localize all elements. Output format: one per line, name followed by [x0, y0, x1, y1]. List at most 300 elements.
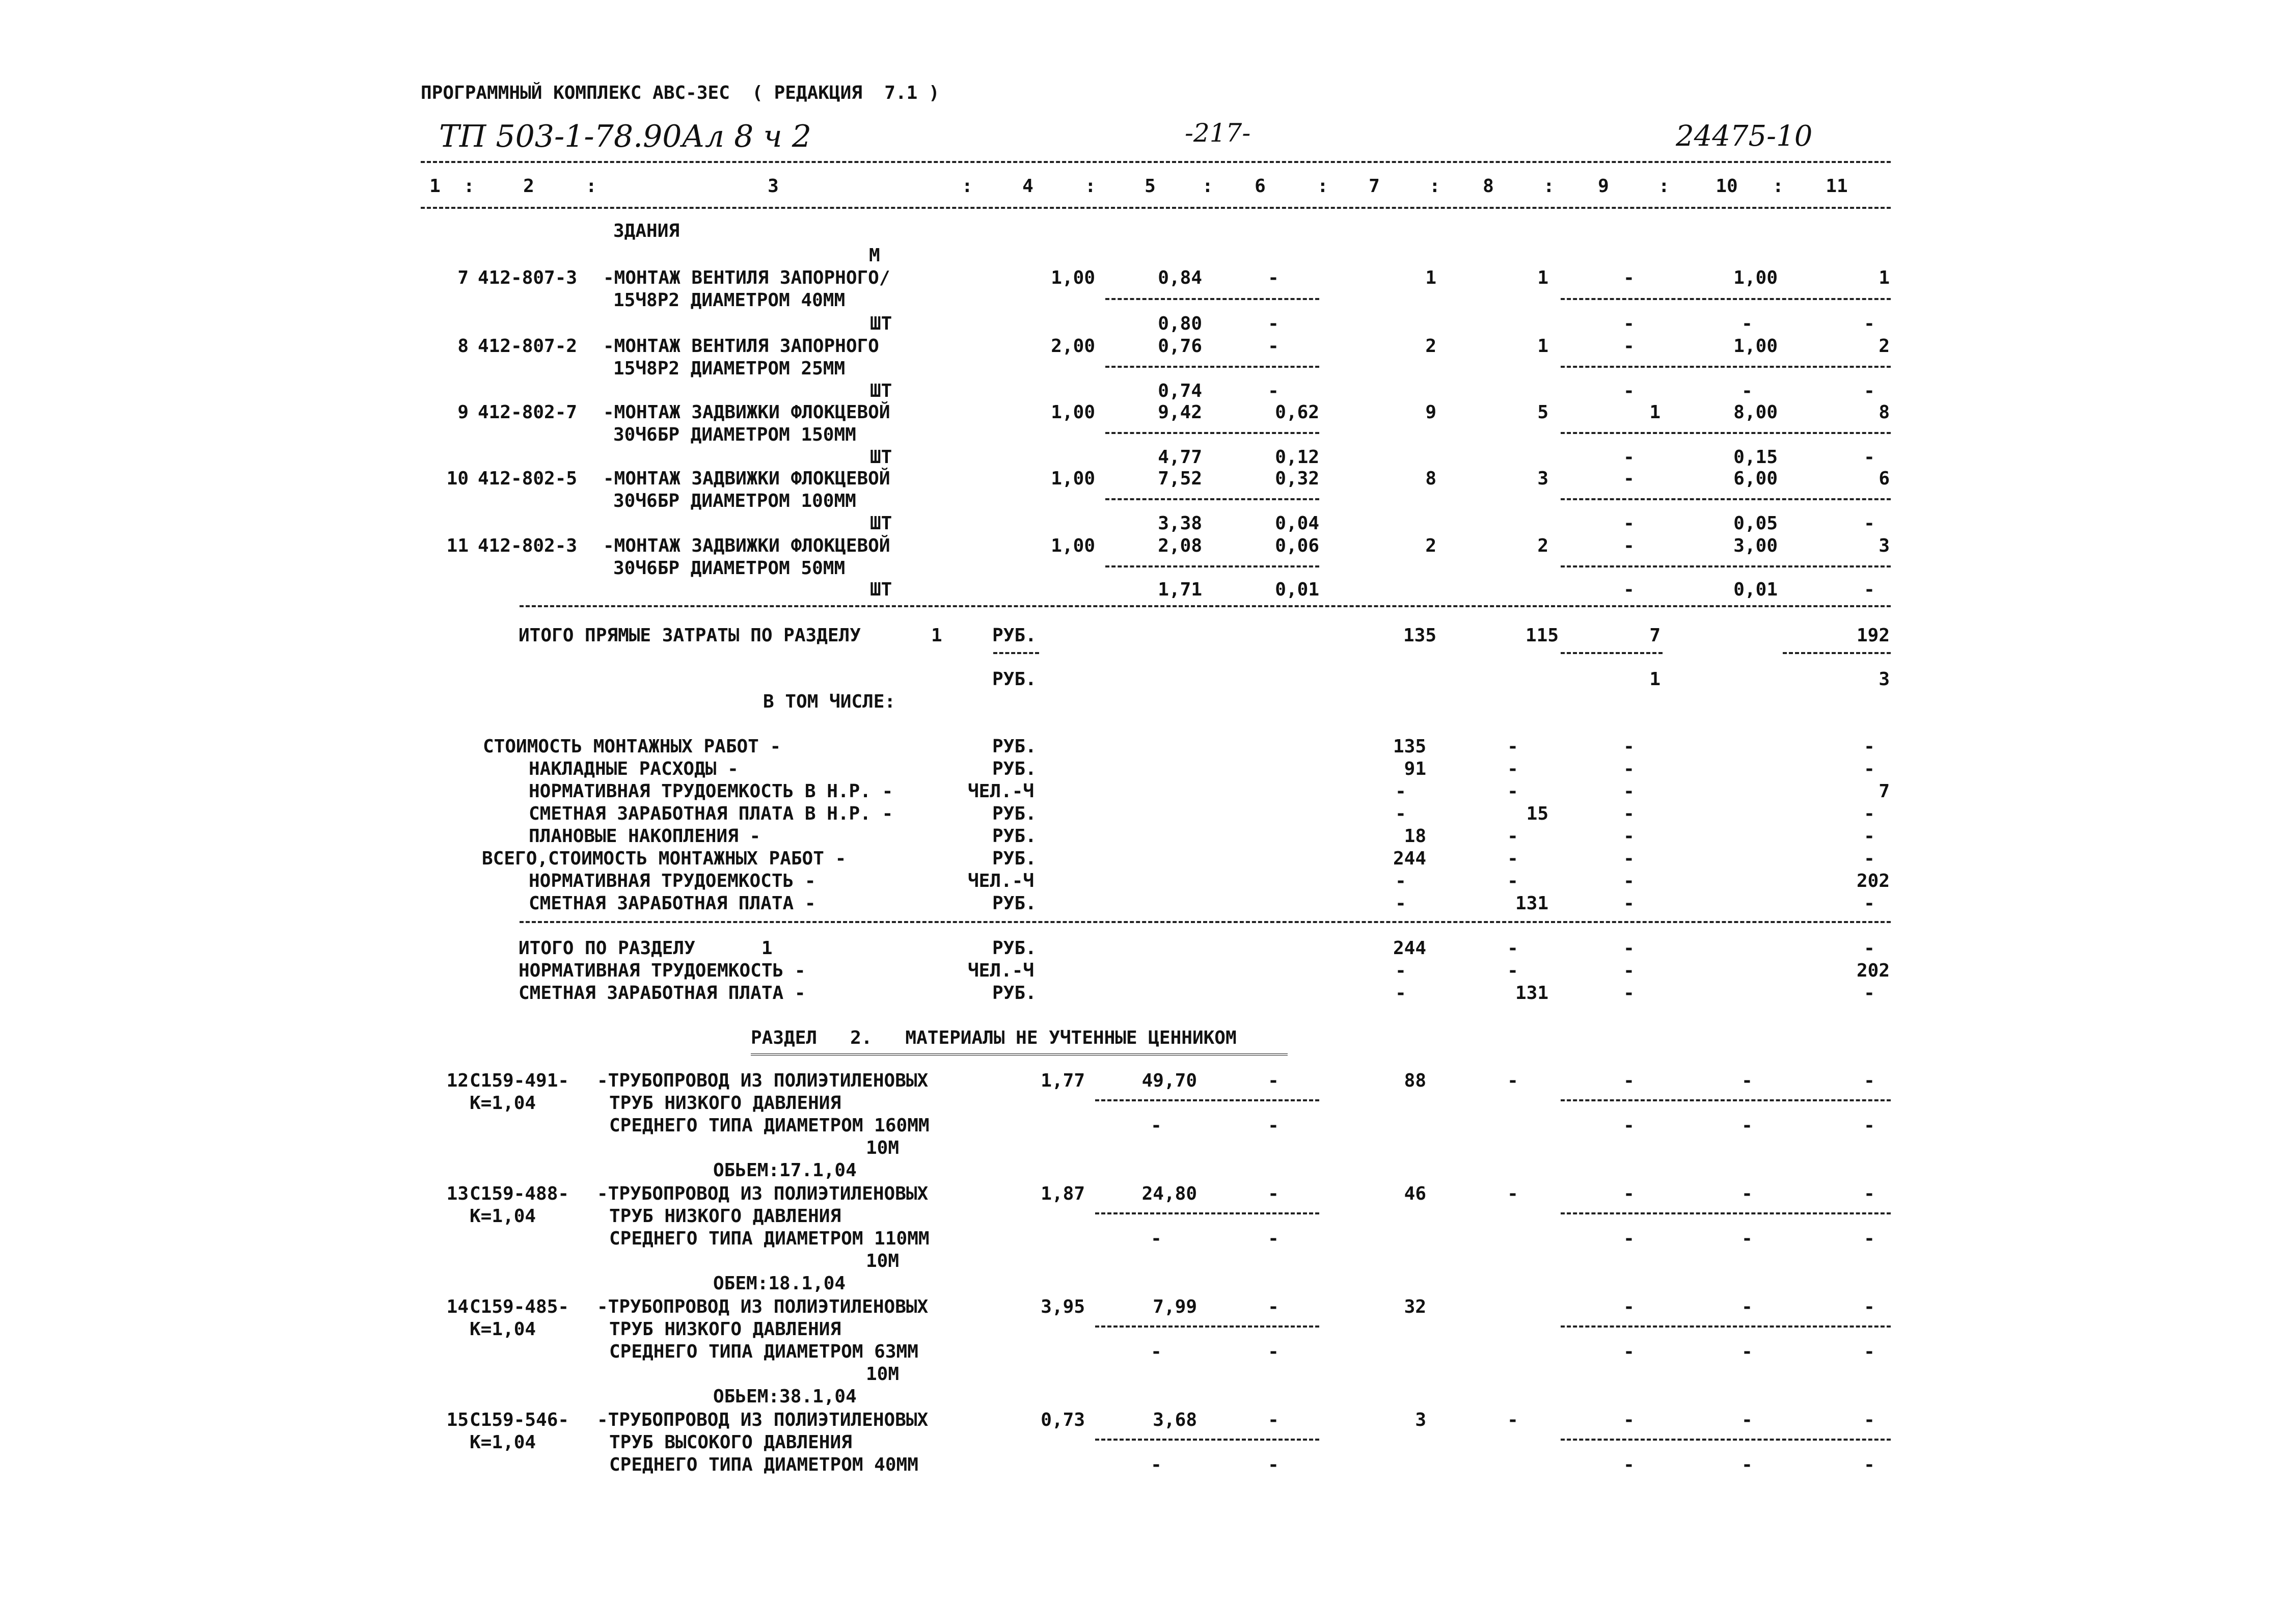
row-value: - — [1507, 1070, 1518, 1091]
row-qty: 0,73 — [1041, 1410, 1085, 1430]
row-description: ТРУБ НИЗКОГО ДАВЛЕНИЯ — [609, 1093, 841, 1114]
totals-unit: РУБ. — [992, 625, 1037, 646]
doc-number: 24475-10 — [1676, 120, 1813, 153]
row-value: - — [1741, 1410, 1753, 1430]
breakdown-label: ПЛАНОВЫЕ НАКОПЛЕНИЯ - — [529, 826, 761, 847]
column-separator: : — [962, 176, 973, 197]
row-value: - — [1623, 1454, 1635, 1475]
column-header: 8 — [1483, 176, 1494, 197]
breakdown-value: - — [1507, 736, 1518, 757]
row-code: С159-491- — [470, 1070, 569, 1091]
row-description: 30Ч6БР ДИАМЕТРОМ 150ММ — [613, 424, 856, 445]
row-value: - — [1268, 1115, 1279, 1136]
row-divider — [1105, 498, 1319, 500]
row-value: - — [1741, 1070, 1753, 1091]
row-value: - — [1151, 1115, 1162, 1136]
row-description: -ТРУБОПРОВОД ИЗ ПОЛИЭТИЛЕНОВЫХ — [597, 1296, 929, 1317]
row-code: С159-546- — [470, 1410, 569, 1430]
row-value: - — [1864, 1115, 1875, 1136]
section-total-value: - — [1507, 938, 1518, 959]
breakdown-unit: РУБ. — [992, 893, 1037, 914]
row-value: 6,00 — [1733, 468, 1778, 489]
row-value: 0,05 — [1733, 513, 1778, 534]
program-header: ПРОГРАММНЫЙ КОМПЛЕКС АВС-ЗЕС ( РЕДАКЦИЯ 7.1 ) — [421, 83, 940, 103]
column-header: 5 — [1145, 176, 1156, 197]
row-value: 9 — [1425, 402, 1436, 423]
row-value: - — [1151, 1228, 1162, 1249]
row-value: - — [1268, 1228, 1279, 1249]
row-description: СРЕДНЕГО ТИПА ДИАМЕТРОМ 160ММ — [609, 1115, 930, 1136]
row-value: - — [1741, 1115, 1753, 1136]
column-header: 6 — [1255, 176, 1266, 197]
row-description: ТРУБ ВЫСОКОГО ДАВЛЕНИЯ — [609, 1432, 852, 1453]
row-value: - — [1741, 1454, 1753, 1475]
row-divider — [993, 652, 1039, 654]
row-value: - — [1864, 1070, 1875, 1091]
breakdown-value: - — [1507, 871, 1518, 891]
row-value: 2 — [1879, 336, 1890, 357]
row-value: - — [1623, 535, 1635, 556]
row-value: 1,00 — [1733, 336, 1778, 357]
column-header: 4 — [1022, 176, 1033, 197]
row-value: - — [1623, 381, 1635, 401]
row-value: - — [1741, 1228, 1753, 1249]
row-value: - — [1623, 267, 1635, 288]
breakdown-unit: ЧЕЛ.-Ч — [968, 781, 1035, 802]
row-value: 1 — [1649, 402, 1661, 423]
row-description: -ТРУБОПРОВОД ИЗ ПОЛИЭТИЛЕНОВЫХ — [597, 1183, 929, 1204]
breakdown-value: - — [1864, 736, 1875, 757]
row-value: - — [1864, 1341, 1875, 1362]
row-unit: 10М — [866, 1251, 900, 1271]
row-value: - — [1268, 1341, 1279, 1362]
row-code: 412-802-7 — [478, 402, 578, 423]
breakdown-value: - — [1395, 893, 1406, 914]
row-value: - — [1507, 1410, 1518, 1430]
row-value: - — [1741, 313, 1753, 334]
row-qty: 1,00 — [1051, 535, 1095, 556]
row-coefficient: К=1,04 — [470, 1432, 536, 1453]
row-qty: 1,77 — [1041, 1070, 1085, 1091]
row-value: - — [1623, 336, 1635, 357]
row-number: 12 — [446, 1070, 469, 1091]
including-label: В ТОМ ЧИСЛЕ: — [763, 691, 896, 712]
divider — [520, 921, 1891, 923]
row-value: 1 — [1537, 336, 1548, 357]
row-unit: ШТ — [870, 447, 892, 468]
breakdown-value: - — [1623, 759, 1635, 779]
row-value: 32 — [1404, 1296, 1426, 1317]
breakdown-unit: РУБ. — [992, 759, 1037, 779]
row-value: 49,70 — [1141, 1070, 1197, 1091]
row-value: - — [1623, 579, 1635, 600]
row-unit: ШТ — [870, 313, 892, 334]
section-total-value: - — [1864, 938, 1875, 959]
breakdown-value: - — [1864, 759, 1875, 779]
column-separator: : — [1317, 176, 1328, 197]
row-unit: ШТ — [870, 381, 892, 401]
divider — [520, 605, 1891, 607]
row-coefficient: К=1,04 — [470, 1319, 536, 1340]
section-title-underline — [751, 1053, 1288, 1055]
row-value: - — [1864, 579, 1875, 600]
breakdown-value: 244 — [1393, 848, 1426, 869]
row-value: - — [1623, 1183, 1635, 1204]
breakdown-label: НОРМАТИВНАЯ ТРУДОЕМКОСТЬ В Н.Р. - — [529, 781, 893, 802]
divider — [421, 207, 1891, 209]
row-value: 9,42 — [1158, 402, 1202, 423]
breakdown-unit: ЧЕЛ.-Ч — [968, 871, 1035, 891]
breakdown-value: - — [1507, 848, 1518, 869]
row-qty: 1,00 — [1051, 402, 1095, 423]
row-value: - — [1623, 313, 1635, 334]
section-total-value: - — [1507, 960, 1518, 981]
row-number: 11 — [446, 535, 469, 556]
row-coefficient: К=1,04 — [470, 1093, 536, 1114]
row-description: СРЕДНЕГО ТИПА ДИАМЕТРОМ 63ММ — [609, 1341, 918, 1362]
column-header: 2 — [523, 176, 534, 197]
row-value: 1,00 — [1733, 267, 1778, 288]
row-value: - — [1864, 1228, 1875, 1249]
breakdown-value: 135 — [1393, 736, 1426, 757]
row-value: 0,74 — [1158, 381, 1202, 401]
row-divider — [1561, 1212, 1891, 1214]
breakdown-unit: РУБ. — [992, 826, 1037, 847]
row-divider — [1105, 565, 1319, 567]
row-value: - — [1268, 381, 1279, 401]
column-separator: : — [1202, 176, 1213, 197]
row-value: 46 — [1404, 1183, 1426, 1204]
row-description: -МОНТАЖ ЗАДВИЖКИ ФЛОКЦЕВОЙ — [603, 402, 890, 423]
row-description: 30Ч6БР ДИАМЕТРОМ 100ММ — [613, 491, 856, 511]
row-divider — [1561, 652, 1663, 654]
row-value: - — [1268, 336, 1279, 357]
row-value: 88 — [1404, 1070, 1426, 1091]
row-divider — [1561, 565, 1891, 567]
breakdown-value: - — [1864, 893, 1875, 914]
row-value: 0,12 — [1275, 447, 1319, 468]
row-divider — [1561, 1439, 1891, 1441]
row-value: - — [1268, 1410, 1279, 1430]
totals-value: 7 — [1649, 625, 1661, 646]
page-number: -217- — [1185, 118, 1251, 148]
row-divider — [1561, 432, 1891, 434]
row-unit: М — [869, 245, 880, 266]
totals-value: 135 — [1403, 625, 1436, 646]
row-description: -МОНТАЖ ВЕНТИЛЯ ЗАПОРНОГО/ — [603, 267, 890, 288]
row-description: -ТРУБОПРОВОД ИЗ ПОЛИЭТИЛЕНОВЫХ — [597, 1410, 929, 1430]
row-value: 1 — [1425, 267, 1436, 288]
column-header: 9 — [1598, 176, 1609, 197]
breakdown-value: 18 — [1404, 826, 1426, 847]
section-total-label: НОРМАТИВНАЯ ТРУДОЕМКОСТЬ - — [519, 960, 806, 981]
row-volume: ОБЕМ:18.1,04 — [713, 1273, 846, 1294]
breakdown-value: - — [1395, 871, 1406, 891]
section-total-value: 244 — [1393, 938, 1426, 959]
row-code: 412-807-3 — [478, 267, 578, 288]
row-value: - — [1864, 1410, 1875, 1430]
totals-value: 3 — [1879, 669, 1890, 690]
section-total-value: - — [1623, 960, 1635, 981]
row-divider — [1105, 366, 1319, 368]
row-number: 7 — [457, 267, 469, 288]
breakdown-label: НАКЛАДНЫЕ РАСХОДЫ - — [529, 759, 739, 779]
row-value: 0,62 — [1275, 402, 1319, 423]
row-code: 412-802-5 — [478, 468, 578, 489]
row-value: - — [1623, 468, 1635, 489]
row-coefficient: К=1,04 — [470, 1206, 536, 1227]
row-value: - — [1741, 381, 1753, 401]
divider — [421, 161, 1891, 163]
row-qty: 1,00 — [1051, 267, 1095, 288]
totals-value: 192 — [1856, 625, 1890, 646]
row-number: 8 — [457, 336, 469, 357]
totals-unit: РУБ. — [992, 669, 1037, 690]
row-divider — [1561, 498, 1891, 500]
row-description: -ТРУБОПРОВОД ИЗ ПОЛИЭТИЛЕНОВЫХ — [597, 1070, 929, 1091]
row-number: 10 — [446, 468, 469, 489]
row-value: - — [1623, 1070, 1635, 1091]
row-description: 15Ч8Р2 ДИАМЕТРОМ 40ММ — [613, 290, 846, 311]
row-value: - — [1623, 1115, 1635, 1136]
row-description: 30Ч6БР ДИАМЕТРОМ 50ММ — [613, 558, 846, 579]
section-total-unit: ЧЕЛ.-Ч — [968, 960, 1035, 981]
row-value: 8 — [1879, 402, 1890, 423]
row-description: СРЕДНЕГО ТИПА ДИАМЕТРОМ 40ММ — [609, 1454, 918, 1475]
column-header: 10 — [1716, 176, 1738, 197]
column-separator: : — [1429, 176, 1440, 197]
breakdown-label: СМЕТНАЯ ЗАРАБОТНАЯ ПЛАТА В Н.Р. - — [529, 803, 893, 824]
breakdown-value: - — [1623, 871, 1635, 891]
row-value: - — [1623, 1228, 1635, 1249]
row-unit: ШТ — [870, 513, 892, 534]
row-value: 3,38 — [1158, 513, 1202, 534]
row-description: -МОНТАЖ ЗАДВИЖКИ ФЛОКЦЕВОЙ — [603, 535, 890, 556]
row-volume: ОБЬЕМ:38.1,04 — [713, 1386, 857, 1407]
breakdown-label: НОРМАТИВНАЯ ТРУДОЕМКОСТЬ - — [529, 871, 816, 891]
row-value: - — [1268, 1183, 1279, 1204]
row-description: -МОНТАЖ ЗАДВИЖКИ ФЛОКЦЕВОЙ — [603, 468, 890, 489]
section-total-value: 202 — [1856, 960, 1890, 981]
row-value: 7,99 — [1153, 1296, 1197, 1317]
row-number: 15 — [446, 1410, 469, 1430]
breakdown-unit: РУБ. — [992, 803, 1037, 824]
row-value: 5 — [1537, 402, 1548, 423]
breakdown-value: - — [1864, 826, 1875, 847]
row-divider — [1561, 366, 1891, 368]
column-separator: : — [1085, 176, 1096, 197]
row-value: 3,00 — [1733, 535, 1778, 556]
breakdown-value: 131 — [1515, 893, 1548, 914]
section-total-value: - — [1395, 960, 1406, 981]
row-unit: 10М — [866, 1138, 900, 1158]
row-value: - — [1864, 1296, 1875, 1317]
row-number: 14 — [446, 1296, 469, 1317]
section-total-label: СМЕТНАЯ ЗАРАБОТНАЯ ПЛАТА - — [519, 983, 806, 1004]
breakdown-label: СТОИМОСТЬ МОНТАЖНЫХ РАБОТ - — [483, 736, 781, 757]
column-separator: : — [586, 176, 597, 197]
row-divider — [1561, 1325, 1891, 1328]
column-header: 7 — [1369, 176, 1380, 197]
breakdown-value: - — [1623, 848, 1635, 869]
breakdown-value: - — [1395, 781, 1406, 802]
breakdown-value: - — [1623, 826, 1635, 847]
row-value: 0,01 — [1275, 579, 1319, 600]
row-value: 3,68 — [1153, 1410, 1197, 1430]
totals-section: 1 — [931, 625, 942, 646]
section-total-unit: РУБ. — [992, 938, 1037, 959]
row-divider — [1561, 298, 1891, 300]
row-code: С159-488- — [470, 1183, 569, 1204]
section-total-value: - — [1623, 983, 1635, 1004]
row-value: 24,80 — [1141, 1183, 1197, 1204]
row-divider — [1095, 1325, 1319, 1328]
row-value: 2 — [1425, 535, 1436, 556]
row-description: СРЕДНЕГО ТИПА ДИАМЕТРОМ 110ММ — [609, 1228, 930, 1249]
row-value: 2 — [1425, 336, 1436, 357]
row-value: - — [1268, 267, 1279, 288]
row-value: 0,15 — [1733, 447, 1778, 468]
totals-value: 115 — [1525, 625, 1559, 646]
row-value: - — [1268, 1296, 1279, 1317]
section-total-label: ИТОГО ПО РАЗДЕЛУ 1 — [519, 938, 773, 959]
row-volume: ОБЬЕМ:17.1,04 — [713, 1160, 857, 1181]
section-total-value: - — [1395, 983, 1406, 1004]
section-total-value: 131 — [1515, 983, 1548, 1004]
column-separator: : — [1773, 176, 1784, 197]
row-number: 9 — [457, 402, 469, 423]
column-separator: : — [1658, 176, 1670, 197]
row-value: - — [1864, 1454, 1875, 1475]
row-value: - — [1864, 513, 1875, 534]
row-value: - — [1864, 447, 1875, 468]
breakdown-value: - — [1507, 759, 1518, 779]
section-total-value: - — [1864, 983, 1875, 1004]
row-value: 0,01 — [1733, 579, 1778, 600]
section-total-value: - — [1623, 938, 1635, 959]
breakdown-value: - — [1507, 826, 1518, 847]
row-value: - — [1623, 1296, 1635, 1317]
breakdown-value: - — [1507, 781, 1518, 802]
row-value: 8 — [1425, 468, 1436, 489]
row-number: 13 — [446, 1183, 469, 1204]
column-separator: : — [464, 176, 475, 197]
row-value: 0,84 — [1158, 267, 1202, 288]
section-title: РАЗДЕЛ 2. МАТЕРИАЛЫ НЕ УЧТЕННЫЕ ЦЕННИКОМ — [751, 1027, 1237, 1048]
row-value: - — [1741, 1183, 1753, 1204]
row-value: - — [1741, 1341, 1753, 1362]
column-header: 11 — [1826, 176, 1848, 197]
row-value: - — [1268, 313, 1279, 334]
breakdown-value: - — [1864, 803, 1875, 824]
section-continued: ЗДАНИЯ — [613, 221, 680, 241]
row-divider — [1105, 432, 1319, 434]
row-value: - — [1864, 1183, 1875, 1204]
row-qty: 2,00 — [1051, 336, 1095, 357]
breakdown-unit: РУБ. — [992, 848, 1037, 869]
row-qty: 1,00 — [1051, 468, 1095, 489]
row-divider — [1095, 1439, 1319, 1441]
row-description: ТРУБ НИЗКОГО ДАВЛЕНИЯ — [609, 1206, 841, 1227]
breakdown-value: - — [1623, 736, 1635, 757]
row-divider — [1561, 1099, 1891, 1101]
row-code: 412-807-2 — [478, 336, 578, 357]
breakdown-value: - — [1395, 803, 1406, 824]
row-value: - — [1151, 1454, 1162, 1475]
row-value: - — [1268, 1454, 1279, 1475]
row-value: - — [1507, 1183, 1518, 1204]
row-value: - — [1623, 513, 1635, 534]
breakdown-value: 15 — [1526, 803, 1548, 824]
row-unit: ШТ — [870, 579, 892, 600]
column-separator: : — [1543, 176, 1555, 197]
row-value: 0,80 — [1158, 313, 1202, 334]
row-description: 15Ч8Р2 ДИАМЕТРОМ 25ММ — [613, 358, 846, 379]
row-value: - — [1741, 1296, 1753, 1317]
row-value: - — [1623, 447, 1635, 468]
row-divider — [1105, 298, 1319, 300]
row-divider — [1783, 652, 1891, 654]
totals-value: 1 — [1649, 669, 1661, 690]
row-unit: 10М — [866, 1364, 900, 1385]
row-code: С159-485- — [470, 1296, 569, 1317]
row-value: 1,71 — [1158, 579, 1202, 600]
row-value: 0,76 — [1158, 336, 1202, 357]
row-value: - — [1864, 381, 1875, 401]
row-value: 3 — [1537, 468, 1548, 489]
row-divider — [1095, 1212, 1319, 1214]
row-value: 2,08 — [1158, 535, 1202, 556]
row-value: 7,52 — [1158, 468, 1202, 489]
breakdown-value: - — [1623, 893, 1635, 914]
breakdown-value: - — [1623, 803, 1635, 824]
column-header: 3 — [768, 176, 779, 197]
row-value: 2 — [1537, 535, 1548, 556]
row-divider — [1095, 1099, 1319, 1101]
row-value: 1 — [1537, 267, 1548, 288]
breakdown-label: СМЕТНАЯ ЗАРАБОТНАЯ ПЛАТА - — [529, 893, 816, 914]
row-value: 4,77 — [1158, 447, 1202, 468]
breakdown-value: 7 — [1879, 781, 1890, 802]
row-description: ТРУБ НИЗКОГО ДАВЛЕНИЯ — [609, 1319, 841, 1340]
breakdown-value: 91 — [1404, 759, 1426, 779]
column-header: 1 — [429, 176, 441, 197]
row-value: - — [1268, 1070, 1279, 1091]
row-value: 0,04 — [1275, 513, 1319, 534]
row-value: - — [1623, 1410, 1635, 1430]
section-total-unit: РУБ. — [992, 983, 1037, 1004]
row-value: - — [1864, 313, 1875, 334]
row-value: - — [1151, 1341, 1162, 1362]
row-value: 3 — [1879, 535, 1890, 556]
breakdown-label: ВСЕГО,СТОИМОСТЬ МОНТАЖНЫХ РАБОТ - — [482, 848, 847, 869]
breakdown-value: - — [1864, 848, 1875, 869]
totals-label: ИТОГО ПРЯМЫЕ ЗАТРАТЫ ПО РАЗДЕЛУ — [519, 625, 861, 646]
breakdown-unit: РУБ. — [992, 736, 1037, 757]
row-value: 1 — [1879, 267, 1890, 288]
row-value: 8,00 — [1733, 402, 1778, 423]
row-value: 0,06 — [1275, 535, 1319, 556]
row-code: 412-802-3 — [478, 535, 578, 556]
row-qty: 3,95 — [1041, 1296, 1085, 1317]
breakdown-value: 202 — [1856, 871, 1890, 891]
project-code: ТП 503-1-78.90Ал 8 ч 2 — [439, 119, 811, 154]
row-qty: 1,87 — [1041, 1183, 1085, 1204]
row-description: -МОНТАЖ ВЕНТИЛЯ ЗАПОРНОГО — [603, 336, 879, 357]
row-value: 0,32 — [1275, 468, 1319, 489]
breakdown-value: - — [1623, 781, 1635, 802]
row-value: - — [1623, 1341, 1635, 1362]
